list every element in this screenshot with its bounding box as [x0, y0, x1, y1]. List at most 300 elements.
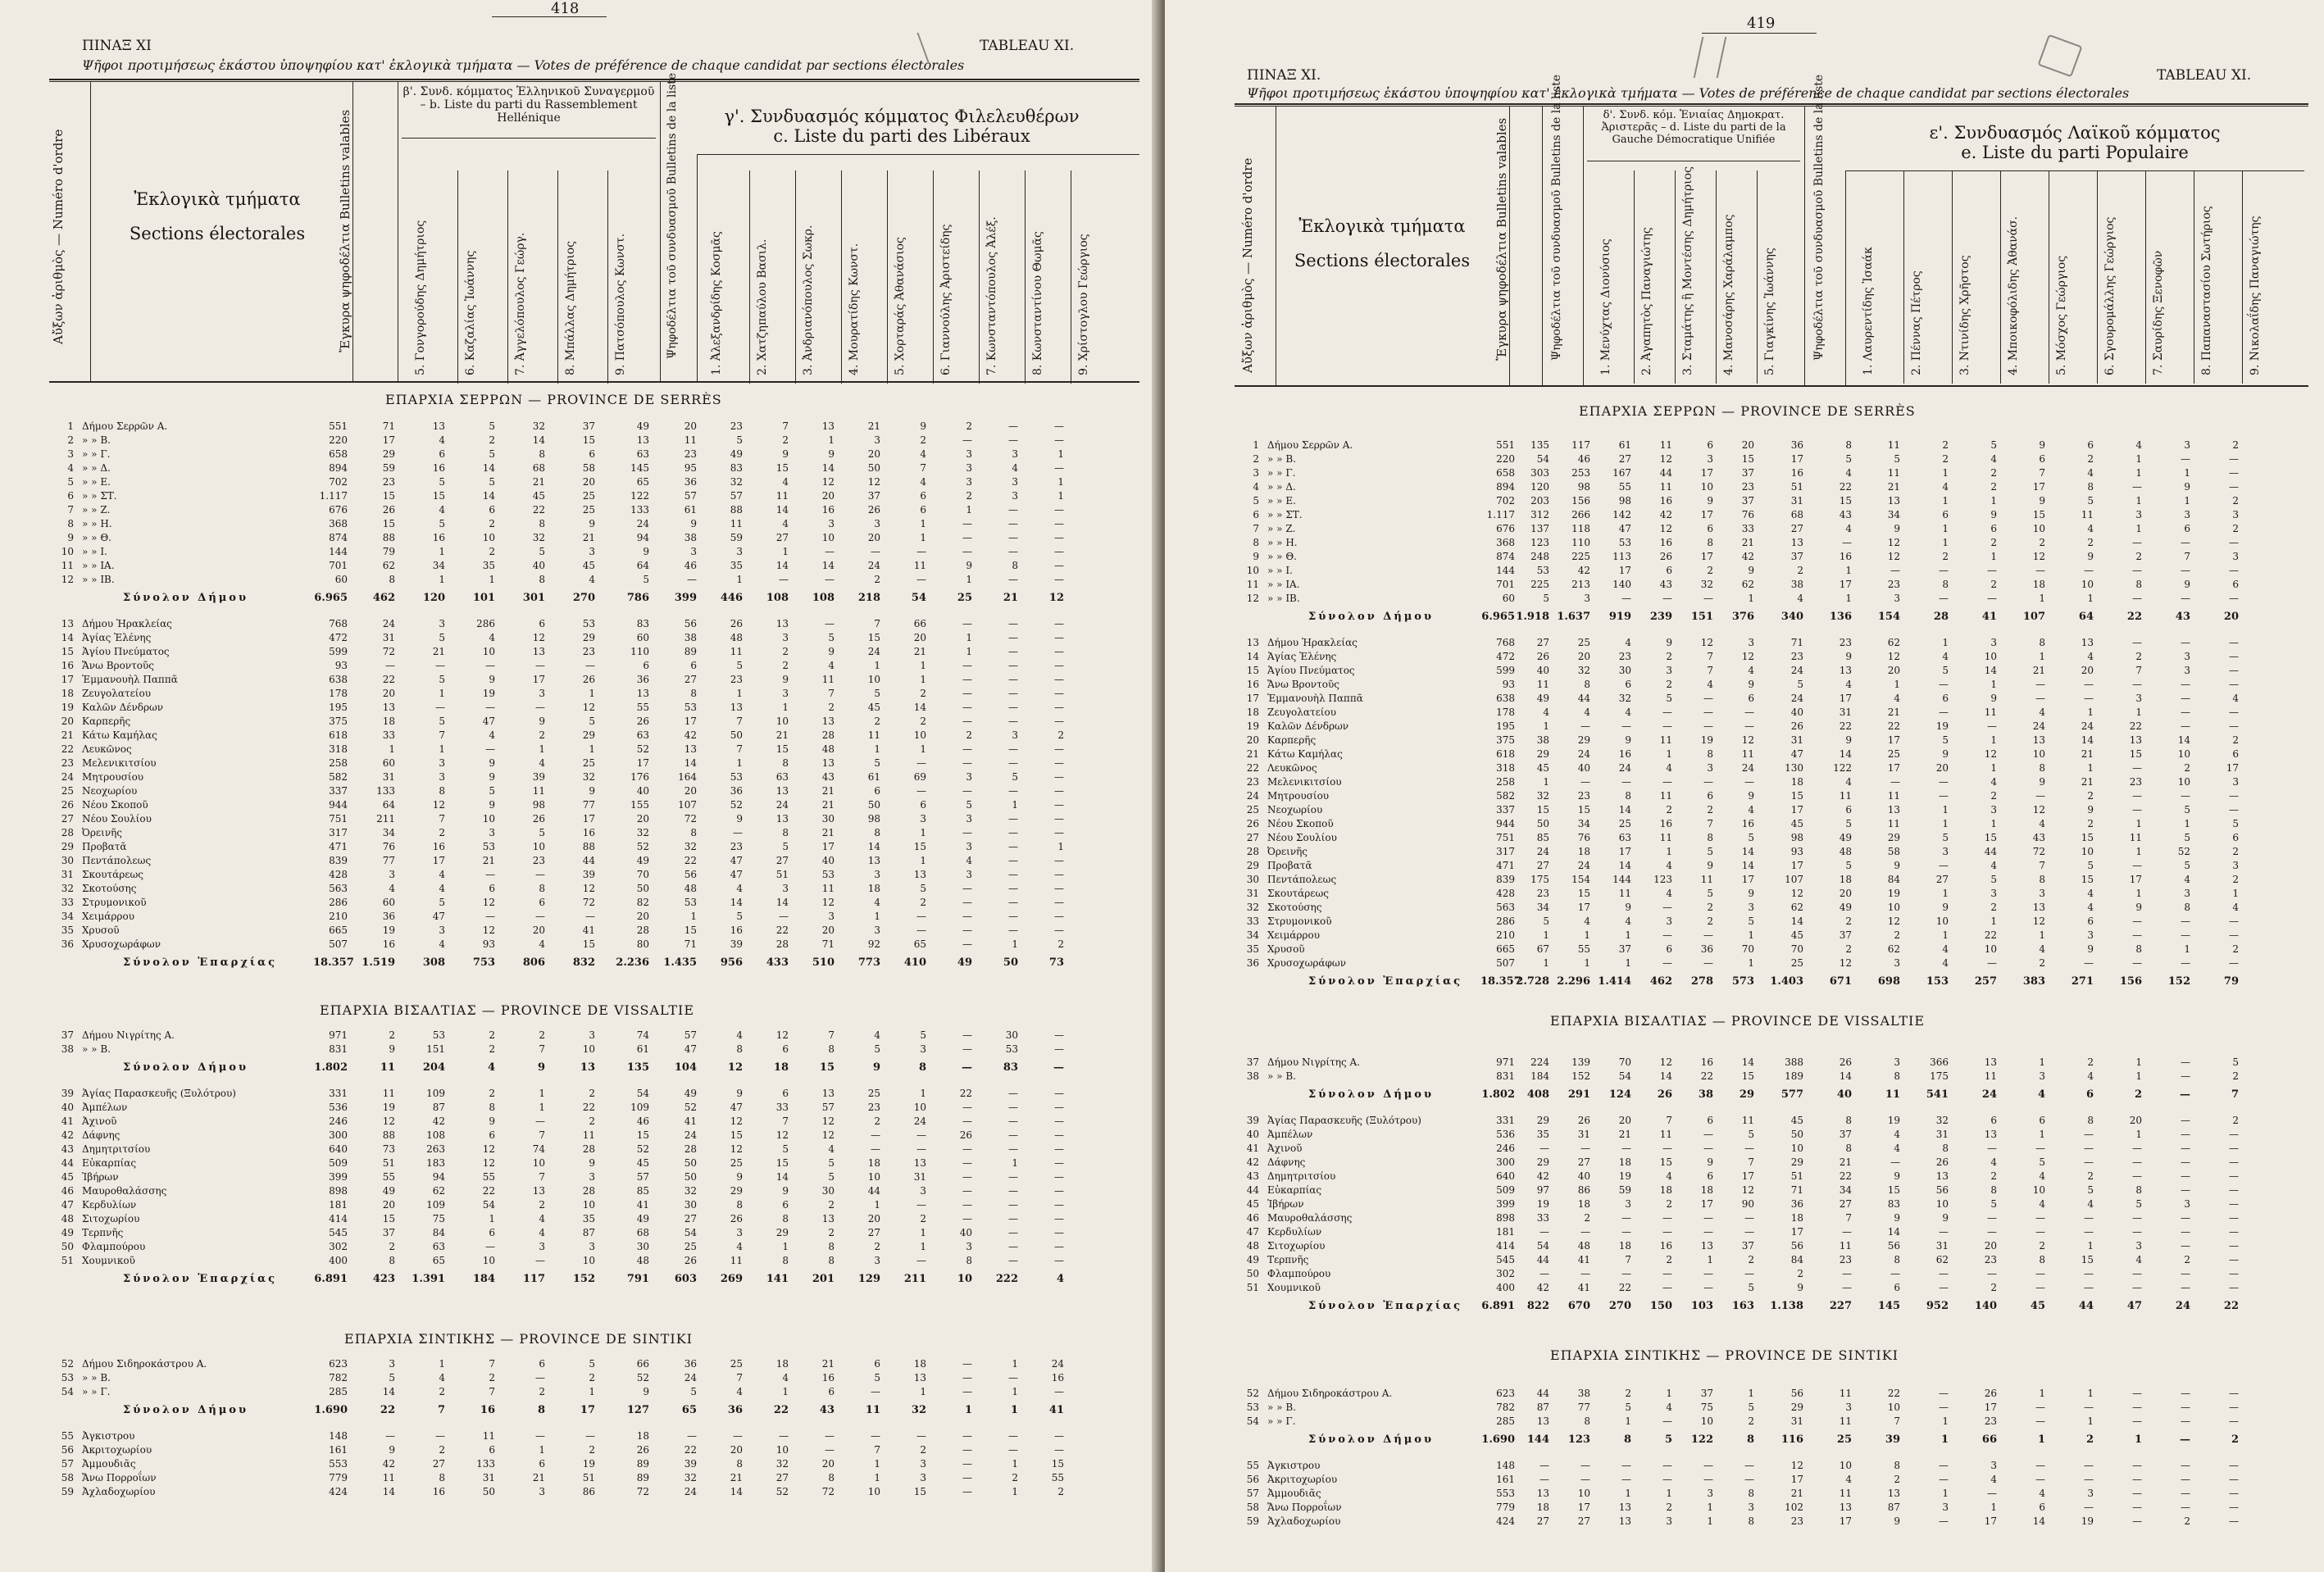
table-cell: 1 [1942, 929, 1949, 941]
table-cell: 4 [2039, 706, 2045, 718]
table-cell: 9 [1894, 860, 1900, 871]
table-cell: 55 [636, 702, 649, 713]
section-name: Καλῶν Δένδρων [1267, 720, 1349, 732]
table-cell: 1 [1942, 537, 1949, 548]
table-cell: 15 [775, 743, 789, 755]
table-cell: 27 [1935, 874, 1949, 885]
table-cell: 27 [775, 532, 789, 543]
table-cell: — [535, 869, 545, 880]
section-name: Ἀχινοῦ [82, 1115, 117, 1127]
table-cell: 301 [522, 592, 545, 604]
row-number: 24 [1246, 790, 1259, 802]
table-row [49, 1471, 1131, 1484]
table-cell: 9 [782, 674, 789, 685]
table-cell: 11 [1659, 832, 1672, 843]
table-cell: 399 [1496, 1198, 1515, 1210]
table-cell: 11 [1536, 679, 1549, 690]
table-cell: 175 [1530, 874, 1549, 885]
table-cell: — [1054, 1102, 1064, 1113]
table-cell: — [1703, 720, 1713, 732]
sections-header-french: Sections électorales [1294, 251, 1471, 270]
table-cell: 623 [329, 1358, 348, 1370]
row-number: 29 [61, 841, 74, 852]
table-row [49, 1371, 1131, 1384]
table-cell: 9 [2184, 579, 2190, 590]
table-cell: — [535, 1430, 545, 1442]
table-cell: 6 [539, 1358, 545, 1370]
table-row [49, 1143, 1131, 1156]
table-cell: 117 [522, 1273, 545, 1285]
table-cell: 2 [920, 688, 926, 699]
row-number: 47 [1246, 1226, 1259, 1238]
table-cell: 33 [382, 729, 395, 741]
table-cell: 20 [913, 632, 926, 643]
table-cell: — [435, 1430, 445, 1442]
table-cell: 45 [1790, 818, 1803, 829]
table-cell: 1 [1942, 523, 1949, 534]
table-cell: 13 [775, 785, 789, 797]
table-cell: 2 [2232, 734, 2239, 746]
table-cell: 2 [489, 518, 495, 529]
table-cell: — [1703, 1268, 1713, 1279]
table-cell: 1 [2039, 651, 2045, 662]
table-cell: 10 [821, 532, 835, 543]
table-cell: 12 [482, 925, 495, 936]
table-cell: 6 [1894, 1282, 1900, 1293]
table-cell: — [1054, 869, 1064, 880]
province-sintiki-title: ΕΠΑΡΧΙΑ ΣΙΝΤΙΚΗΣ — PROVINCE DE SINTIKI [344, 1331, 693, 1347]
table-cell: — [916, 1129, 926, 1141]
table-cell: 11 [1659, 734, 1672, 746]
table-cell: 12 [730, 1143, 743, 1155]
table-cell: 184 [472, 1273, 495, 1285]
table-cell: 4 [736, 1241, 743, 1252]
table-cell: 10 [1839, 1460, 1852, 1471]
table-cell: — [1054, 532, 1064, 543]
table-cell: 5 [920, 883, 926, 894]
table-cell: 16 [432, 841, 445, 852]
table-cell: 52 [730, 799, 743, 811]
sections-header-greek: Ἐκλογικὰ τμήματα [134, 189, 301, 209]
section-name: Ἁγίας Ἑλένης [82, 632, 152, 643]
table-cell: 139 [1571, 1056, 1590, 1068]
table-cell: 12 [1984, 748, 1997, 760]
table-row [49, 489, 1131, 502]
table-cell: — [2181, 1460, 2190, 1471]
table-cell: 952 [1926, 1300, 1949, 1312]
column-rule [1716, 170, 1717, 384]
table-cell: 11 [1839, 790, 1852, 802]
table-cell: 36 [684, 1358, 697, 1370]
table-cell: 4 [439, 938, 445, 950]
table-row [49, 475, 1131, 488]
table-cell: 123 [1653, 874, 1672, 885]
table-cell: 2 [1666, 804, 1672, 816]
table-row [49, 798, 1131, 811]
table-cell: 25 [730, 1157, 743, 1169]
table-cell: 31 [382, 632, 395, 643]
table-cell: — [1939, 790, 1949, 802]
table-cell: 44 [582, 855, 595, 866]
table-cell: 62 [432, 1185, 445, 1197]
table-cell: 70 [1618, 1056, 1631, 1068]
table-cell: 108 [766, 592, 789, 604]
table-cell: 50 [636, 883, 649, 894]
table-cell: 317 [329, 827, 348, 838]
section-name: Ἁγίου Πνεύματος [82, 646, 170, 657]
table-cell: 26 [1935, 1156, 1949, 1168]
table-cell: 1 [1543, 957, 1549, 969]
row-number: 19 [61, 702, 74, 713]
section-name: » » Θ. [1267, 551, 1297, 562]
table-cell: 65 [913, 938, 926, 950]
row-number: 28 [61, 827, 74, 838]
section-name: Εὐκαρπίας [82, 1157, 137, 1169]
table-cell: 4 [2087, 467, 2094, 479]
table-cell: 31 [1935, 1129, 1949, 1140]
table-cell: 15 [2032, 509, 2045, 520]
table-cell: — [2229, 679, 2239, 690]
table-cell: 129 [857, 1273, 880, 1285]
table-cell: 8 [1845, 1115, 1852, 1126]
table-cell: 2 [1707, 915, 1713, 927]
table-cell: 41 [636, 1199, 649, 1211]
table-cell: — [2132, 593, 2142, 604]
table-cell: 545 [1496, 1254, 1515, 1265]
table-cell: 24 [1536, 846, 1549, 857]
table-cell: 4 [782, 518, 789, 529]
row-number: 31 [1246, 888, 1259, 899]
table-cell: 48 [1577, 1240, 1590, 1252]
table-cell: — [2132, 762, 2142, 774]
table-cell: 10 [532, 1157, 545, 1169]
table-cell: 57 [730, 490, 743, 502]
table-cell: — [2229, 1129, 2239, 1140]
table-cell: 563 [1496, 902, 1515, 913]
table-cell: — [2229, 929, 2239, 941]
table-cell: 15 [1577, 888, 1590, 899]
table-cell: 1 [2135, 1070, 2142, 1082]
table-row [49, 1198, 1131, 1211]
table-cell: 55 [382, 1171, 395, 1183]
table-cell: 164 [678, 771, 697, 783]
table-cell: 5 [874, 688, 880, 699]
table-row [1235, 636, 2317, 649]
column-rule [841, 170, 842, 384]
table-cell: 49 [382, 1185, 395, 1197]
table-cell: 331 [1496, 1115, 1515, 1126]
table-cell: 33 [1536, 1212, 1549, 1224]
row-number: 55 [1246, 1460, 1259, 1471]
table-cell: — [2132, 1474, 2142, 1485]
table-cell: 152 [2167, 975, 2190, 988]
table-cell: 57 [821, 1102, 835, 1113]
table-cell: 13 [2081, 637, 2094, 648]
table-cell: 26 [1657, 1088, 1672, 1101]
table-cell: 24 [1741, 762, 1754, 774]
table-cell: 9 [1625, 734, 1631, 746]
table-cell: 2 [1797, 1268, 1803, 1279]
table-cell: 56 [1887, 1240, 1900, 1252]
table-cell: 4 [1748, 665, 1754, 676]
table-cell: 4 [782, 476, 789, 488]
table-cell: — [1987, 593, 1997, 604]
table-cell: 17 [382, 434, 395, 446]
table-cell: 32 [684, 841, 697, 852]
table-cell: 1 [1845, 593, 1852, 604]
table-cell: 17 [1577, 1502, 1590, 1513]
table-cell: 77 [382, 855, 395, 866]
table-cell: 2 [1057, 729, 1064, 741]
table-cell: 11 [1700, 874, 1713, 885]
total-row [49, 956, 1131, 970]
table-cell: 3 [2039, 1070, 2045, 1082]
table-cell: 24 [2081, 720, 2094, 732]
table-cell: 8 [1990, 1184, 1997, 1196]
table-cell: — [871, 1430, 880, 1442]
section-name: Χειμάρρου [1267, 929, 1320, 941]
table-cell: — [962, 1143, 972, 1155]
order-number-header: Αὔξων ἀριθμὸς — Numéro d'ordre [1240, 157, 1255, 373]
table-cell: 4 [1666, 762, 1672, 774]
table-cell: 73 [1048, 956, 1064, 969]
section-name: Τερπνῆς [82, 1227, 124, 1238]
candidate-header: 4. Μουρατίδης Κωνστ. [848, 243, 861, 375]
row-number: 10 [61, 546, 74, 557]
table-cell: — [535, 1255, 545, 1266]
table-row [49, 531, 1131, 544]
table-cell: 33 [1741, 523, 1754, 534]
table-row [1235, 692, 2317, 705]
table-cell: 1 [589, 688, 595, 699]
table-cell: 23 [1839, 1254, 1852, 1265]
table-cell: — [1703, 706, 1713, 718]
table-cell: 3 [2232, 776, 2239, 788]
table-cell: 45 [2030, 1300, 2045, 1312]
table-cell: 9 [1625, 902, 1631, 913]
table-cell: 4 [1845, 523, 1852, 534]
table-cell: — [733, 827, 743, 838]
table-cell: 1 [782, 546, 789, 557]
table-cell: 428 [329, 869, 348, 880]
table-row [49, 517, 1131, 530]
table-cell: 4 [539, 1213, 545, 1224]
table-cell: 29 [1536, 1115, 1549, 1126]
table-cell: 63 [1618, 832, 1631, 843]
table-cell: 47 [684, 1043, 697, 1055]
table-cell: 24 [775, 799, 789, 811]
table-cell: 23 [2129, 776, 2142, 788]
table-cell: 50 [730, 729, 743, 741]
table-cell: 24 [867, 646, 880, 657]
table-cell: — [2035, 565, 2045, 576]
table-cell: 12 [821, 1115, 835, 1127]
table-cell: 5 [439, 476, 445, 488]
table-cell: 13 [730, 702, 743, 713]
table-cell: 2.296 [1557, 975, 1590, 988]
table-cell: 13 [1984, 1056, 1997, 1068]
table-cell: 3 [1748, 902, 1754, 913]
table-cell: 30 [821, 1185, 835, 1197]
section-name: » » Ζ. [1267, 523, 1296, 534]
table-cell: 6 [2232, 832, 2239, 843]
row-number: 49 [1246, 1254, 1259, 1265]
table-cell: 24 [684, 1129, 697, 1141]
table-cell: 7 [489, 1386, 495, 1397]
table-cell: 21 [2032, 665, 2045, 676]
table-cell: — [1662, 706, 1672, 718]
table-row [1235, 480, 2317, 493]
table-cell: 2 [2087, 790, 2094, 802]
table-cell: 1 [2087, 1388, 2094, 1399]
table-cell: 2 [2087, 818, 2094, 829]
table-cell: 53 [582, 618, 595, 629]
table-cell: 1 [2135, 706, 2142, 718]
table-cell: 8 [782, 757, 789, 769]
table-cell: 13 [1536, 1488, 1549, 1499]
table-cell: 4 [966, 855, 972, 866]
table-cell: — [1890, 776, 1900, 788]
table-row [49, 1226, 1131, 1239]
table-cell: 9 [389, 1043, 395, 1055]
table-cell: 61 [1618, 439, 1631, 451]
row-number: 27 [61, 813, 74, 825]
table-cell: — [1008, 688, 1018, 699]
table-cell: 1 [2135, 523, 2142, 534]
table-cell: 5 [828, 1157, 835, 1169]
table-cell: 29 [1536, 748, 1549, 760]
table-cell: 26 [1839, 1056, 1852, 1068]
table-cell: 4 [2232, 693, 2239, 704]
section-name: Λευκῶνος [1267, 762, 1317, 774]
section-name: Ἀμμουδιᾶς [82, 1458, 136, 1470]
table-cell: — [1987, 1268, 1997, 1279]
table-cell: 2 [1707, 902, 1713, 913]
table-cell: 16 [1659, 1240, 1672, 1252]
table-cell: — [1008, 420, 1018, 432]
section-name: » » ΙΑ. [82, 560, 115, 571]
table-cell: 41 [582, 925, 595, 936]
section-name: Δήμου Ἡρακλείας [1267, 637, 1358, 648]
table-cell: — [962, 518, 972, 529]
table-cell: — [1054, 1185, 1064, 1197]
table-cell: 14 [2081, 734, 2094, 746]
table-cell: 18.357 [313, 956, 354, 969]
table-cell: 53 [730, 771, 743, 783]
table-cell: 14 [821, 462, 835, 474]
table-cell: — [1008, 1143, 1018, 1155]
table-cell: 2 [1845, 915, 1852, 927]
table-cell: 375 [329, 716, 348, 727]
table-cell: 12 [1839, 957, 1852, 969]
table-cell: 44 [1659, 467, 1672, 479]
table-cell: 15 [382, 518, 395, 529]
table-cell: — [1054, 1088, 1064, 1099]
table-cell: 8 [918, 1061, 926, 1074]
left-page [0, 0, 1158, 1572]
table-cell: 50 [482, 1486, 495, 1497]
table-cell: 9 [2087, 804, 2094, 816]
row-number: 40 [1246, 1129, 1259, 1140]
table-cell: 42 [1659, 509, 1672, 520]
table-cell: 40 [959, 1227, 972, 1238]
table-cell: 37 [1618, 943, 1631, 955]
table-cell: 18 [1618, 1240, 1631, 1252]
table-cell: 4 [539, 757, 545, 769]
table-cell: 201 [812, 1273, 835, 1285]
table-cell: 5 [439, 716, 445, 727]
column-rule [1757, 170, 1758, 384]
table-cell: 31 [1790, 734, 1803, 746]
table-cell: 210 [1496, 929, 1515, 941]
table-cell: 49 [636, 420, 649, 432]
table-cell: 7 [1845, 1212, 1852, 1224]
table-cell: — [1939, 1282, 1949, 1293]
table-cell: 51 [582, 1472, 595, 1483]
table-cell: 10 [913, 729, 926, 741]
row-number: 46 [61, 1185, 74, 1197]
table-cell: 676 [1496, 523, 1515, 534]
table-cell: 285 [1496, 1415, 1515, 1427]
table-cell: 13 [821, 716, 835, 727]
table-cell: — [2181, 957, 2190, 969]
table-cell: 1 [1666, 1388, 1672, 1399]
table-cell: 24 [684, 1486, 697, 1497]
table-cell: 133 [476, 1458, 495, 1470]
table-cell: 4 [1845, 467, 1852, 479]
table-cell: — [1054, 897, 1064, 908]
row-number: 30 [61, 855, 74, 866]
table-cell: — [485, 660, 495, 671]
table-cell: 7 [736, 716, 743, 727]
row-number: 31 [61, 869, 74, 880]
table-cell: 7 [736, 1372, 743, 1383]
table-cell: 806 [522, 956, 545, 969]
sections-header [115, 182, 320, 251]
table-cell: 17 [1839, 693, 1852, 704]
table-cell: 10 [582, 1199, 595, 1211]
table-cell: 507 [329, 938, 348, 950]
table-cell: 1 [439, 743, 445, 755]
table-cell: 23 [1984, 1254, 1997, 1265]
table-row [49, 434, 1131, 447]
row-number: 58 [61, 1472, 74, 1483]
table-cell: 79 [2223, 975, 2239, 988]
table-cell: 1 [1990, 762, 1997, 774]
table-cell: 17 [1887, 762, 1900, 774]
table-cell: 4 [2087, 888, 2094, 899]
table-cell: 50 [1003, 956, 1018, 969]
table-cell: 1 [966, 646, 972, 657]
table-cell: 2 [539, 729, 545, 741]
table-cell: 150 [1649, 1300, 1672, 1312]
table-cell: — [1054, 560, 1064, 571]
table-cell: — [2181, 693, 2190, 704]
table-row [49, 573, 1131, 586]
table-cell: 2 [1012, 1472, 1018, 1483]
table-cell: — [2229, 1170, 2239, 1182]
table-cell: 77 [582, 799, 595, 811]
table-cell: 5 [874, 757, 880, 769]
table-cell: 2 [874, 574, 880, 585]
table-row [49, 1129, 1131, 1142]
table-cell: 312 [1530, 509, 1549, 520]
table-cell: — [2035, 1226, 2045, 1238]
table-cell: — [1987, 1226, 1997, 1238]
table-cell: 1 [1990, 1502, 1997, 1513]
table-cell: 28 [582, 1143, 595, 1155]
total-row [1235, 611, 2317, 624]
